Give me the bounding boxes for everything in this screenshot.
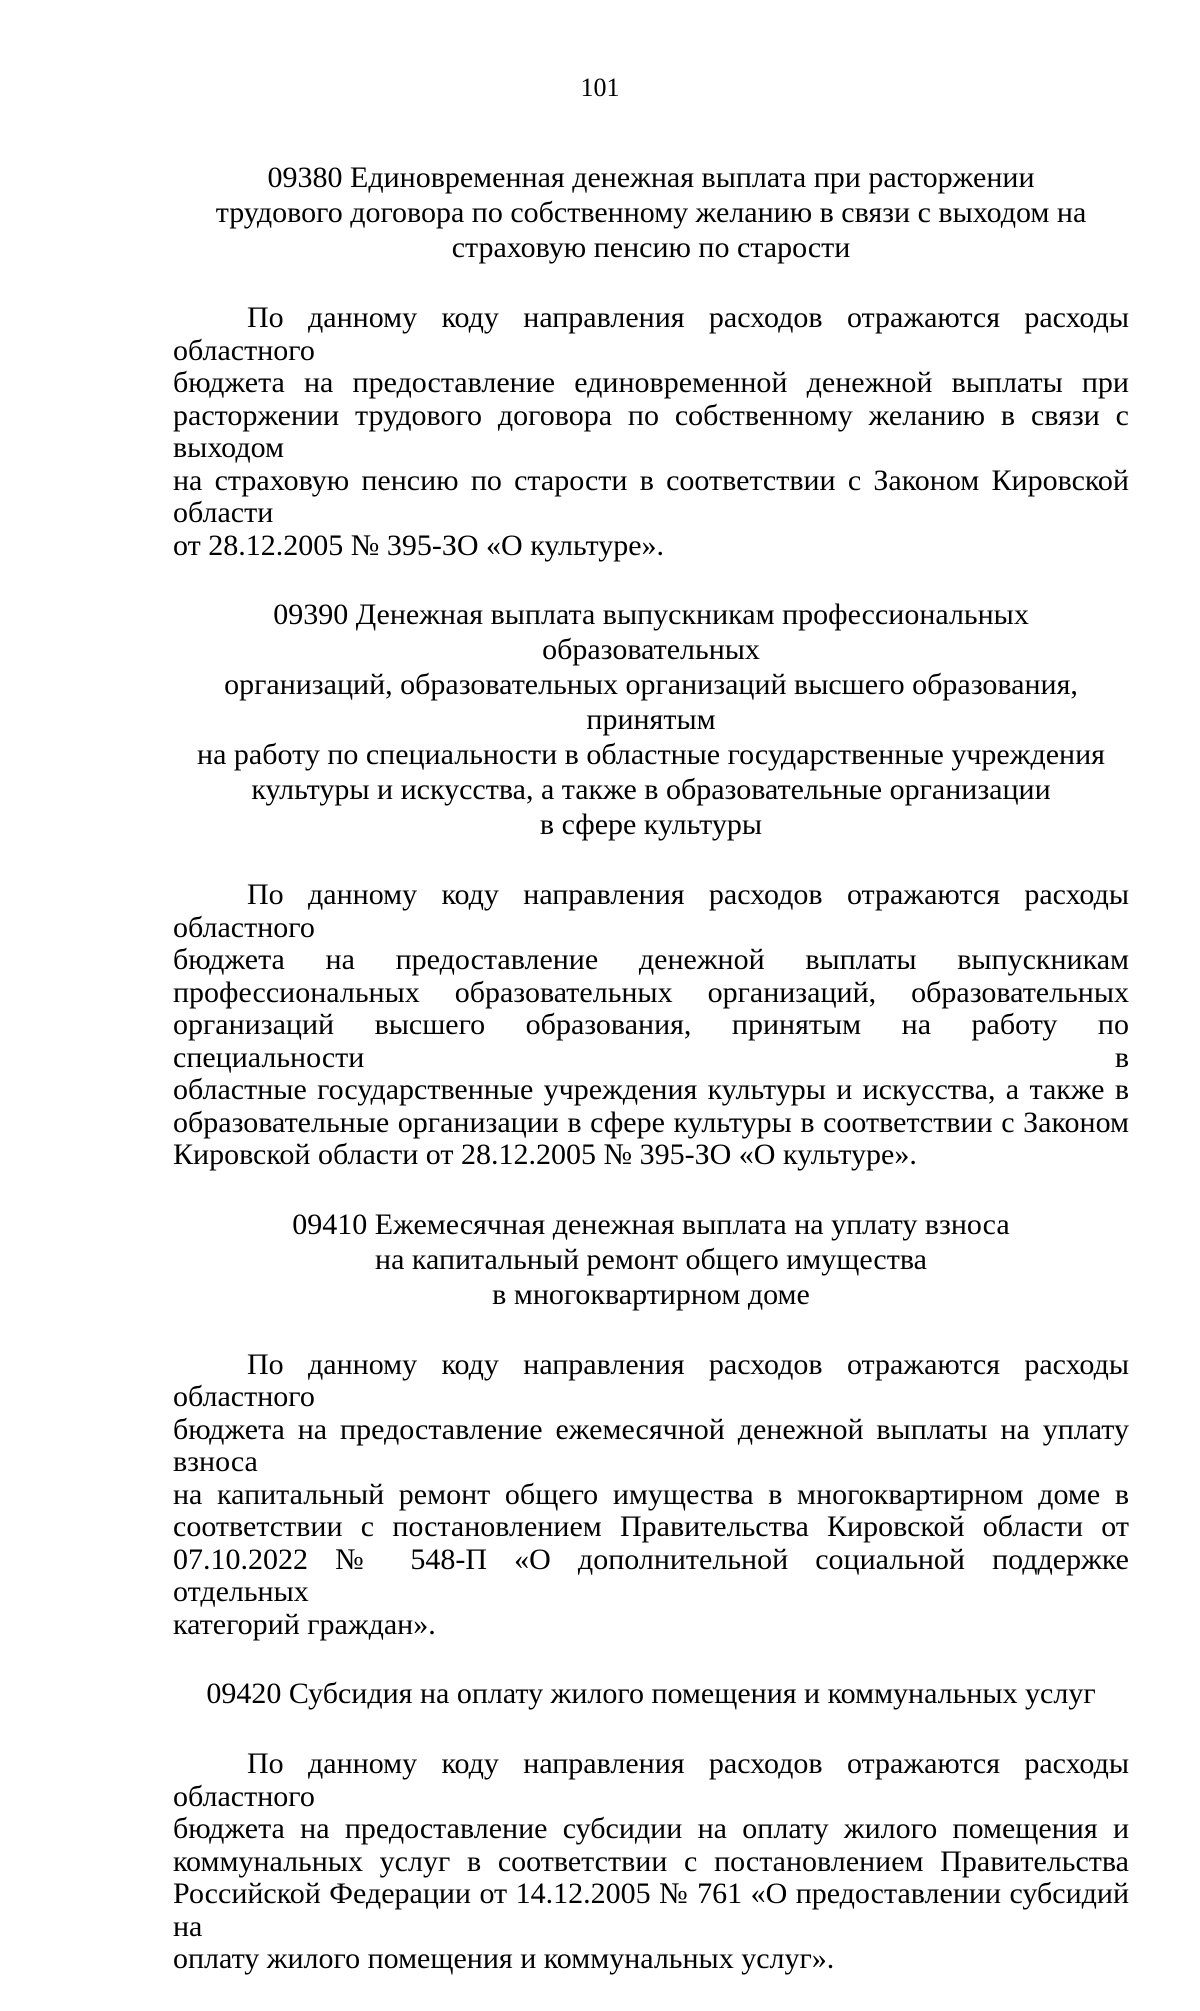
heading-line: на работу по специальности в областные государственные учреждения (197, 738, 1105, 771)
heading-line: 09410 Ежемесячная денежная выплата на уплату взноса (292, 1207, 1010, 1241)
paragraph-line: соответствии с постановлением Правительства Кировской области от (173, 1510, 1129, 1543)
section-paragraph (173, 1349, 1129, 1642)
paragraph-line: оплату жилого помещения и коммунальных услуг». (173, 1942, 835, 1975)
section-paragraph (173, 879, 1129, 1172)
paragraph-line: По данному коду направления расходов отражаются расходы областного (173, 878, 1129, 944)
paragraph-line: бюджета на предоставление денежной выплаты выпускникам (173, 943, 1129, 976)
section-heading (173, 1676, 1129, 1711)
section-09410 (173, 1207, 1129, 1642)
heading-line: в многоквартирном доме (492, 1277, 810, 1311)
paragraph-line: бюджета на предоставление субсидии на оплату жилого помещения и (173, 1812, 1129, 1845)
paragraph-line: от 28.12.2005 № 395-ЗО «О культуре». (173, 528, 665, 562)
paragraph-line: Кировской области от 28.12.2005 № 395-ЗО «О культуре». (173, 1138, 917, 1171)
section-paragraph (173, 1748, 1129, 1976)
paragraph-line: бюджета на предоставление ежемесячной денежной выплаты на уплату взноса (173, 1412, 1129, 1478)
paragraph-line: Российской Федерации от 14.12.2005 № 761 «О предоставлении субсидий на (173, 1877, 1129, 1943)
paragraph-line: образовательные организации в сфере культуры в соответствии с Законом (173, 1105, 1129, 1139)
heading-line: 09380 Единовременная денежная выплата при расторжении (267, 161, 1035, 194)
section-09380 (173, 160, 1129, 562)
paragraph-line: на страховую пенсию по старости в соответствии с Законом Кировской области (173, 463, 1129, 529)
heading-line: в сфере культуры (539, 808, 763, 841)
heading-line: страховую пенсию по старости (451, 231, 851, 264)
heading-line: 09420 Субсидия на оплату жилого помещения и коммунальных услуг (206, 1677, 1096, 1710)
document-body (173, 160, 1129, 2011)
paragraph-line: бюджета на предоставление единовременной денежной выплаты при (173, 366, 1129, 399)
paragraph-line: на капитальный ремонт общего имущества в многоквартирном доме в (173, 1477, 1129, 1511)
section-09420 (173, 1676, 1129, 1976)
heading-line: организаций, образовательных организаций высшего образования, принятым (224, 668, 1078, 736)
paragraph-line: По данному коду направления расходов отражаются расходы областного (173, 1347, 1129, 1413)
heading-line: 09390 Денежная выплата выпускникам профессиональных образовательных (273, 598, 1029, 666)
paragraph-line: По данному коду направления расходов отражаются расходы областного (173, 1747, 1129, 1813)
paragraph-line: По данному коду направления расходов отражаются расходы областного (173, 301, 1129, 367)
paragraph-line: организаций высшего образования, принятым на работу по специальности в (173, 1008, 1129, 1074)
section-09390 (173, 597, 1129, 1172)
paragraph-line: профессиональных образовательных организаций, образовательных (173, 975, 1129, 1009)
section-heading (173, 1207, 1129, 1312)
heading-line: трудового договора по собственному желанию в связи с выходом на (215, 196, 1087, 229)
section-heading (173, 160, 1129, 265)
heading-line: на капитальный ремонт общего имущества (375, 1242, 927, 1276)
page-number: 101 (580, 73, 620, 102)
paragraph-line: 07.10.2022 № 548-П «О дополнительной социальной поддержке отдельных (173, 1542, 1129, 1608)
paragraph-line: расторжении трудового договора по собственному желанию в связи с выходом (173, 398, 1129, 464)
paragraph-line: областные государственные учреждения культуры и искусства, а также в (173, 1073, 1129, 1106)
section-heading (173, 597, 1129, 842)
paragraph-line: коммунальных услуг в соответствии с постановлением Правительства (173, 1844, 1129, 1878)
paragraph-line: категорий граждан». (173, 1607, 436, 1641)
heading-line: культуры и искусства, а также в образовательные организации (251, 773, 1051, 806)
section-paragraph (173, 302, 1129, 562)
